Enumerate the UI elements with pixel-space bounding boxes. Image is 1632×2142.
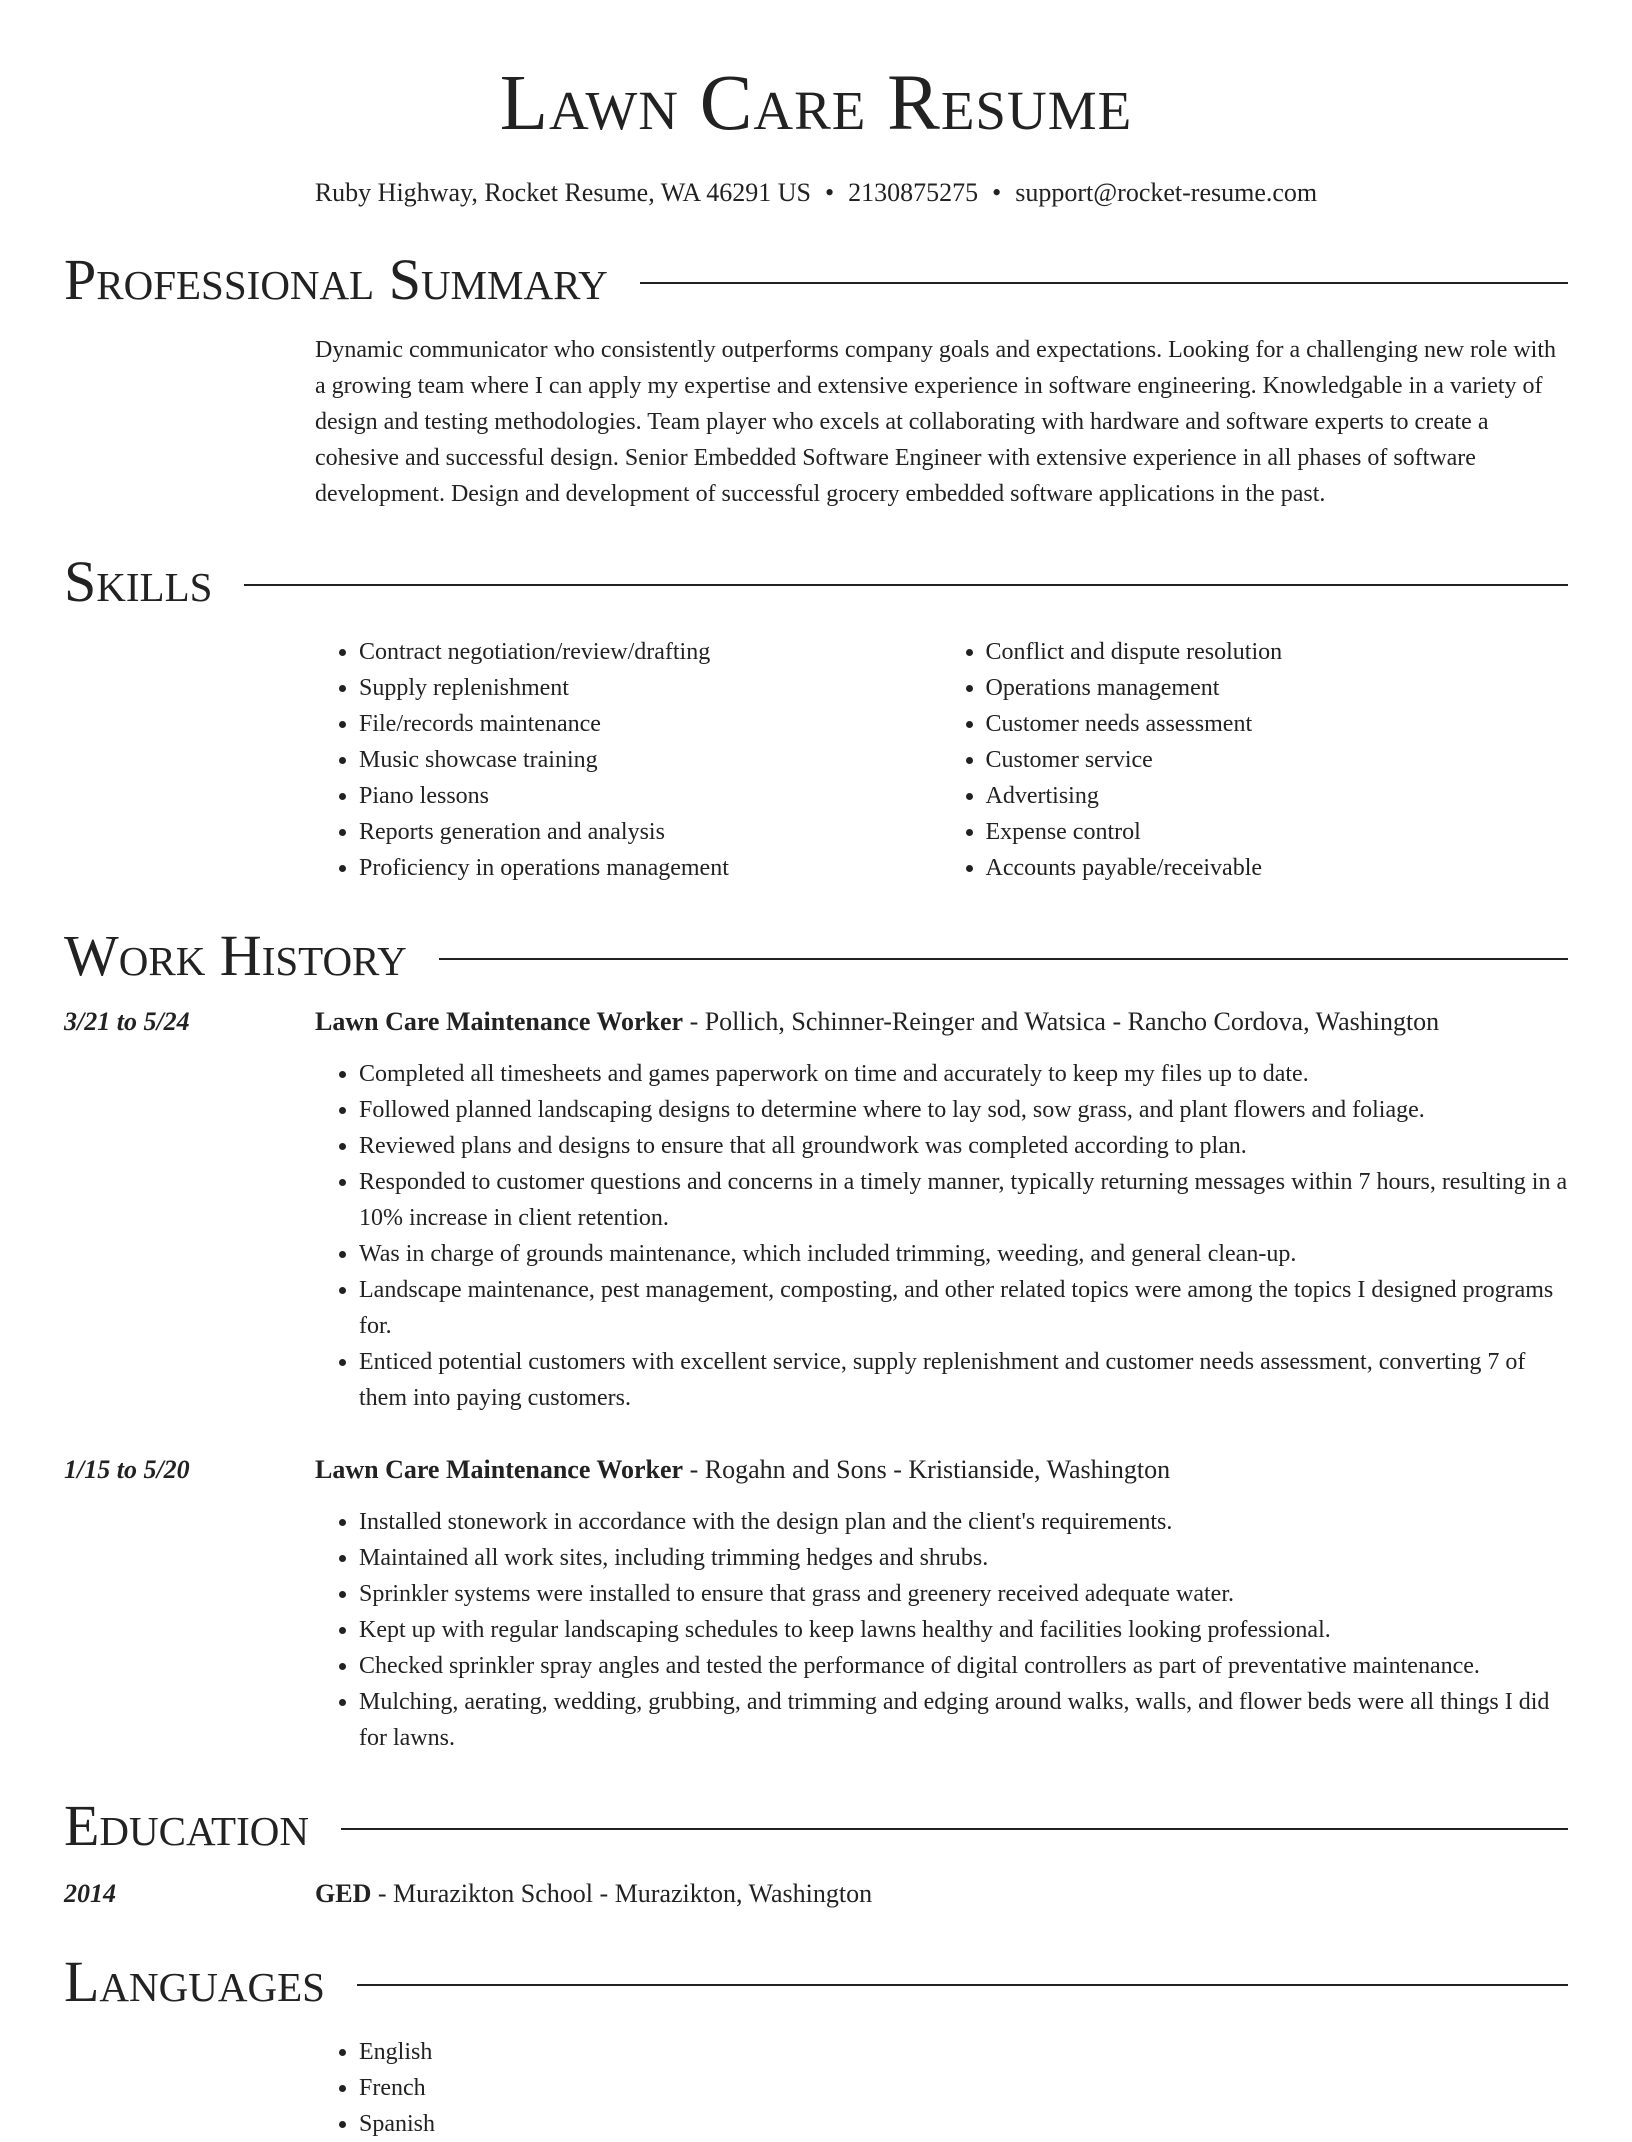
education-section-header xyxy=(64,1794,1568,1858)
section-divider xyxy=(439,958,1568,960)
skill-item: • Music showcase training xyxy=(359,742,942,778)
job-bullets xyxy=(315,1504,1568,1756)
summary-heading: Professional Summary xyxy=(64,247,608,312)
education-details: - Murazikton School - Murazikton, Washington xyxy=(371,1879,873,1908)
skill-item: • Reports generation and analysis xyxy=(359,814,942,850)
languages-list xyxy=(64,2034,1568,2142)
job-bullet: • Reviewed plans and designs to ensure that all groundwork was completed according to plan. xyxy=(359,1128,1568,1164)
skill-item: • Piano lessons xyxy=(359,778,942,814)
job-details: - Pollich, Schinner-Reinger and Watsica - Rancho Cordova, Washington xyxy=(683,1007,1440,1036)
language-item: • English xyxy=(359,2034,1568,2070)
skill-item: • Supply replenishment xyxy=(359,670,942,706)
languages-heading: Languages xyxy=(64,1949,325,2014)
job-bullet: • Enticed potential customers with excellent service, supply replenishment and customer needs assessment, converting 7 of them into paying customers. xyxy=(359,1344,1568,1416)
summary-text: Dynamic communicator who consistently outperforms company goals and expectations. Looking for a challenging new role with a growing team where I can apply my expertise and extensive experience in software engineering. Knowledgable in a variety of design and testing methodologies. Team player who excels at collaborating with hardware and software experts to create a cohesive and successful design. Senior Embedded Software Engineer with extensive experience in all phases of software development. Design and development of successful grocery embedded software applications in the past. xyxy=(315,337,1557,507)
skills-heading: Skills xyxy=(64,549,213,614)
job-bullet: • Completed all timesheets and games paperwork on time and accurately to keep my files up to date. xyxy=(359,1056,1568,1092)
contact-address: Ruby Highway, Rocket Resume, WA 46291 US xyxy=(314,178,811,207)
job-bullet: • Followed planned landscaping designs to determine where to lay sod, sow grass, and plant flowers and foliage. xyxy=(359,1092,1568,1128)
skills-list xyxy=(315,634,1568,886)
education-year: 2014 xyxy=(64,1879,116,1908)
skill-item: • Customer needs assessment xyxy=(986,706,1569,742)
skill-item: • Operations management xyxy=(986,670,1569,706)
skill-item: • Accounts payable/receivable xyxy=(986,850,1569,886)
skill-item: • Contract negotiation/review/drafting xyxy=(359,634,942,670)
job-bullet: • Sprinkler systems were installed to ensure that grass and greenery received adequate water. xyxy=(359,1576,1568,1612)
education-line xyxy=(315,1876,872,1912)
education-heading: Education xyxy=(64,1793,309,1858)
job-bullet: • Mulching, aerating, wedding, grubbing, and trimming and edging around walks, walls, and flower beds were all things I did for lawns. xyxy=(359,1684,1568,1756)
job-title: Lawn Care Maintenance Worker xyxy=(315,1455,684,1484)
work-section-header xyxy=(64,924,1568,988)
section-divider xyxy=(341,1828,1568,1830)
job-title: Lawn Care Maintenance Worker xyxy=(315,1007,684,1036)
section-divider xyxy=(244,584,1568,586)
job-bullet: • Landscape maintenance, pest management, composting, and other related topics were among the topics I designed programs for. xyxy=(359,1272,1568,1344)
section-divider xyxy=(640,282,1568,284)
job-entry xyxy=(64,1004,1568,1416)
skill-item: • Advertising xyxy=(986,778,1569,814)
section-divider xyxy=(357,1984,1568,1986)
contact-separator: • xyxy=(992,178,1002,207)
education-degree: GED xyxy=(315,1879,372,1908)
job-bullet: • Maintained all work sites, including trimming hedges and shrubs. xyxy=(359,1540,1568,1576)
job-dates: 1/15 to 5/20 xyxy=(64,1455,190,1484)
skills-right-column xyxy=(942,634,1569,886)
job-details: - Rogahn and Sons - Kristianside, Washington xyxy=(683,1455,1171,1484)
contact-email: support@rocket-resume.com xyxy=(1015,178,1318,207)
language-item: • Spanish xyxy=(359,2106,1568,2142)
resume-title: Lawn Care Resume xyxy=(499,60,1133,147)
job-bullet: • Was in charge of grounds maintenance, which included trimming, weeding, and general clean-up. xyxy=(359,1236,1568,1272)
languages-bullets xyxy=(315,2034,1568,2142)
languages-section-header xyxy=(64,1950,1568,2014)
job-bullet: • Installed stonework in accordance with the design plan and the client's requirements. xyxy=(359,1504,1568,1540)
job-dates: 3/21 to 5/24 xyxy=(64,1007,190,1036)
skill-item: • Customer service xyxy=(986,742,1569,778)
contact-line xyxy=(64,176,1568,210)
skills-left-column xyxy=(315,634,942,886)
job-header xyxy=(64,1452,1568,1488)
job-title-line xyxy=(315,1004,1439,1040)
skills-section-header xyxy=(64,550,1568,614)
job-bullet: • Responded to customer questions and concerns in a timely manner, typically returning messages within 7 hours, resulting in a 10% increase in client retention. xyxy=(359,1164,1568,1236)
job-title-line xyxy=(315,1452,1170,1488)
job-bullet: • Kept up with regular landscaping schedules to keep lawns healthy and facilities looking professional. xyxy=(359,1612,1568,1648)
skill-item: • File/records maintenance xyxy=(359,706,942,742)
contact-phone: 2130875275 xyxy=(848,178,979,207)
summary-section-header xyxy=(64,248,1568,312)
job-bullets xyxy=(315,1056,1568,1416)
skill-item: • Conflict and dispute resolution xyxy=(986,634,1569,670)
work-heading: Work History xyxy=(64,923,407,988)
language-item: • French xyxy=(359,2070,1568,2106)
skill-item: • Proficiency in operations management xyxy=(359,850,942,886)
education-entry xyxy=(64,1876,1568,1912)
contact-separator: • xyxy=(825,178,835,207)
job-entry xyxy=(64,1452,1568,1756)
job-bullet: • Checked sprinkler spray angles and tested the performance of digital controllers as part of preventative maintenance. xyxy=(359,1648,1568,1684)
job-header xyxy=(64,1004,1568,1040)
skill-item: • Expense control xyxy=(986,814,1569,850)
